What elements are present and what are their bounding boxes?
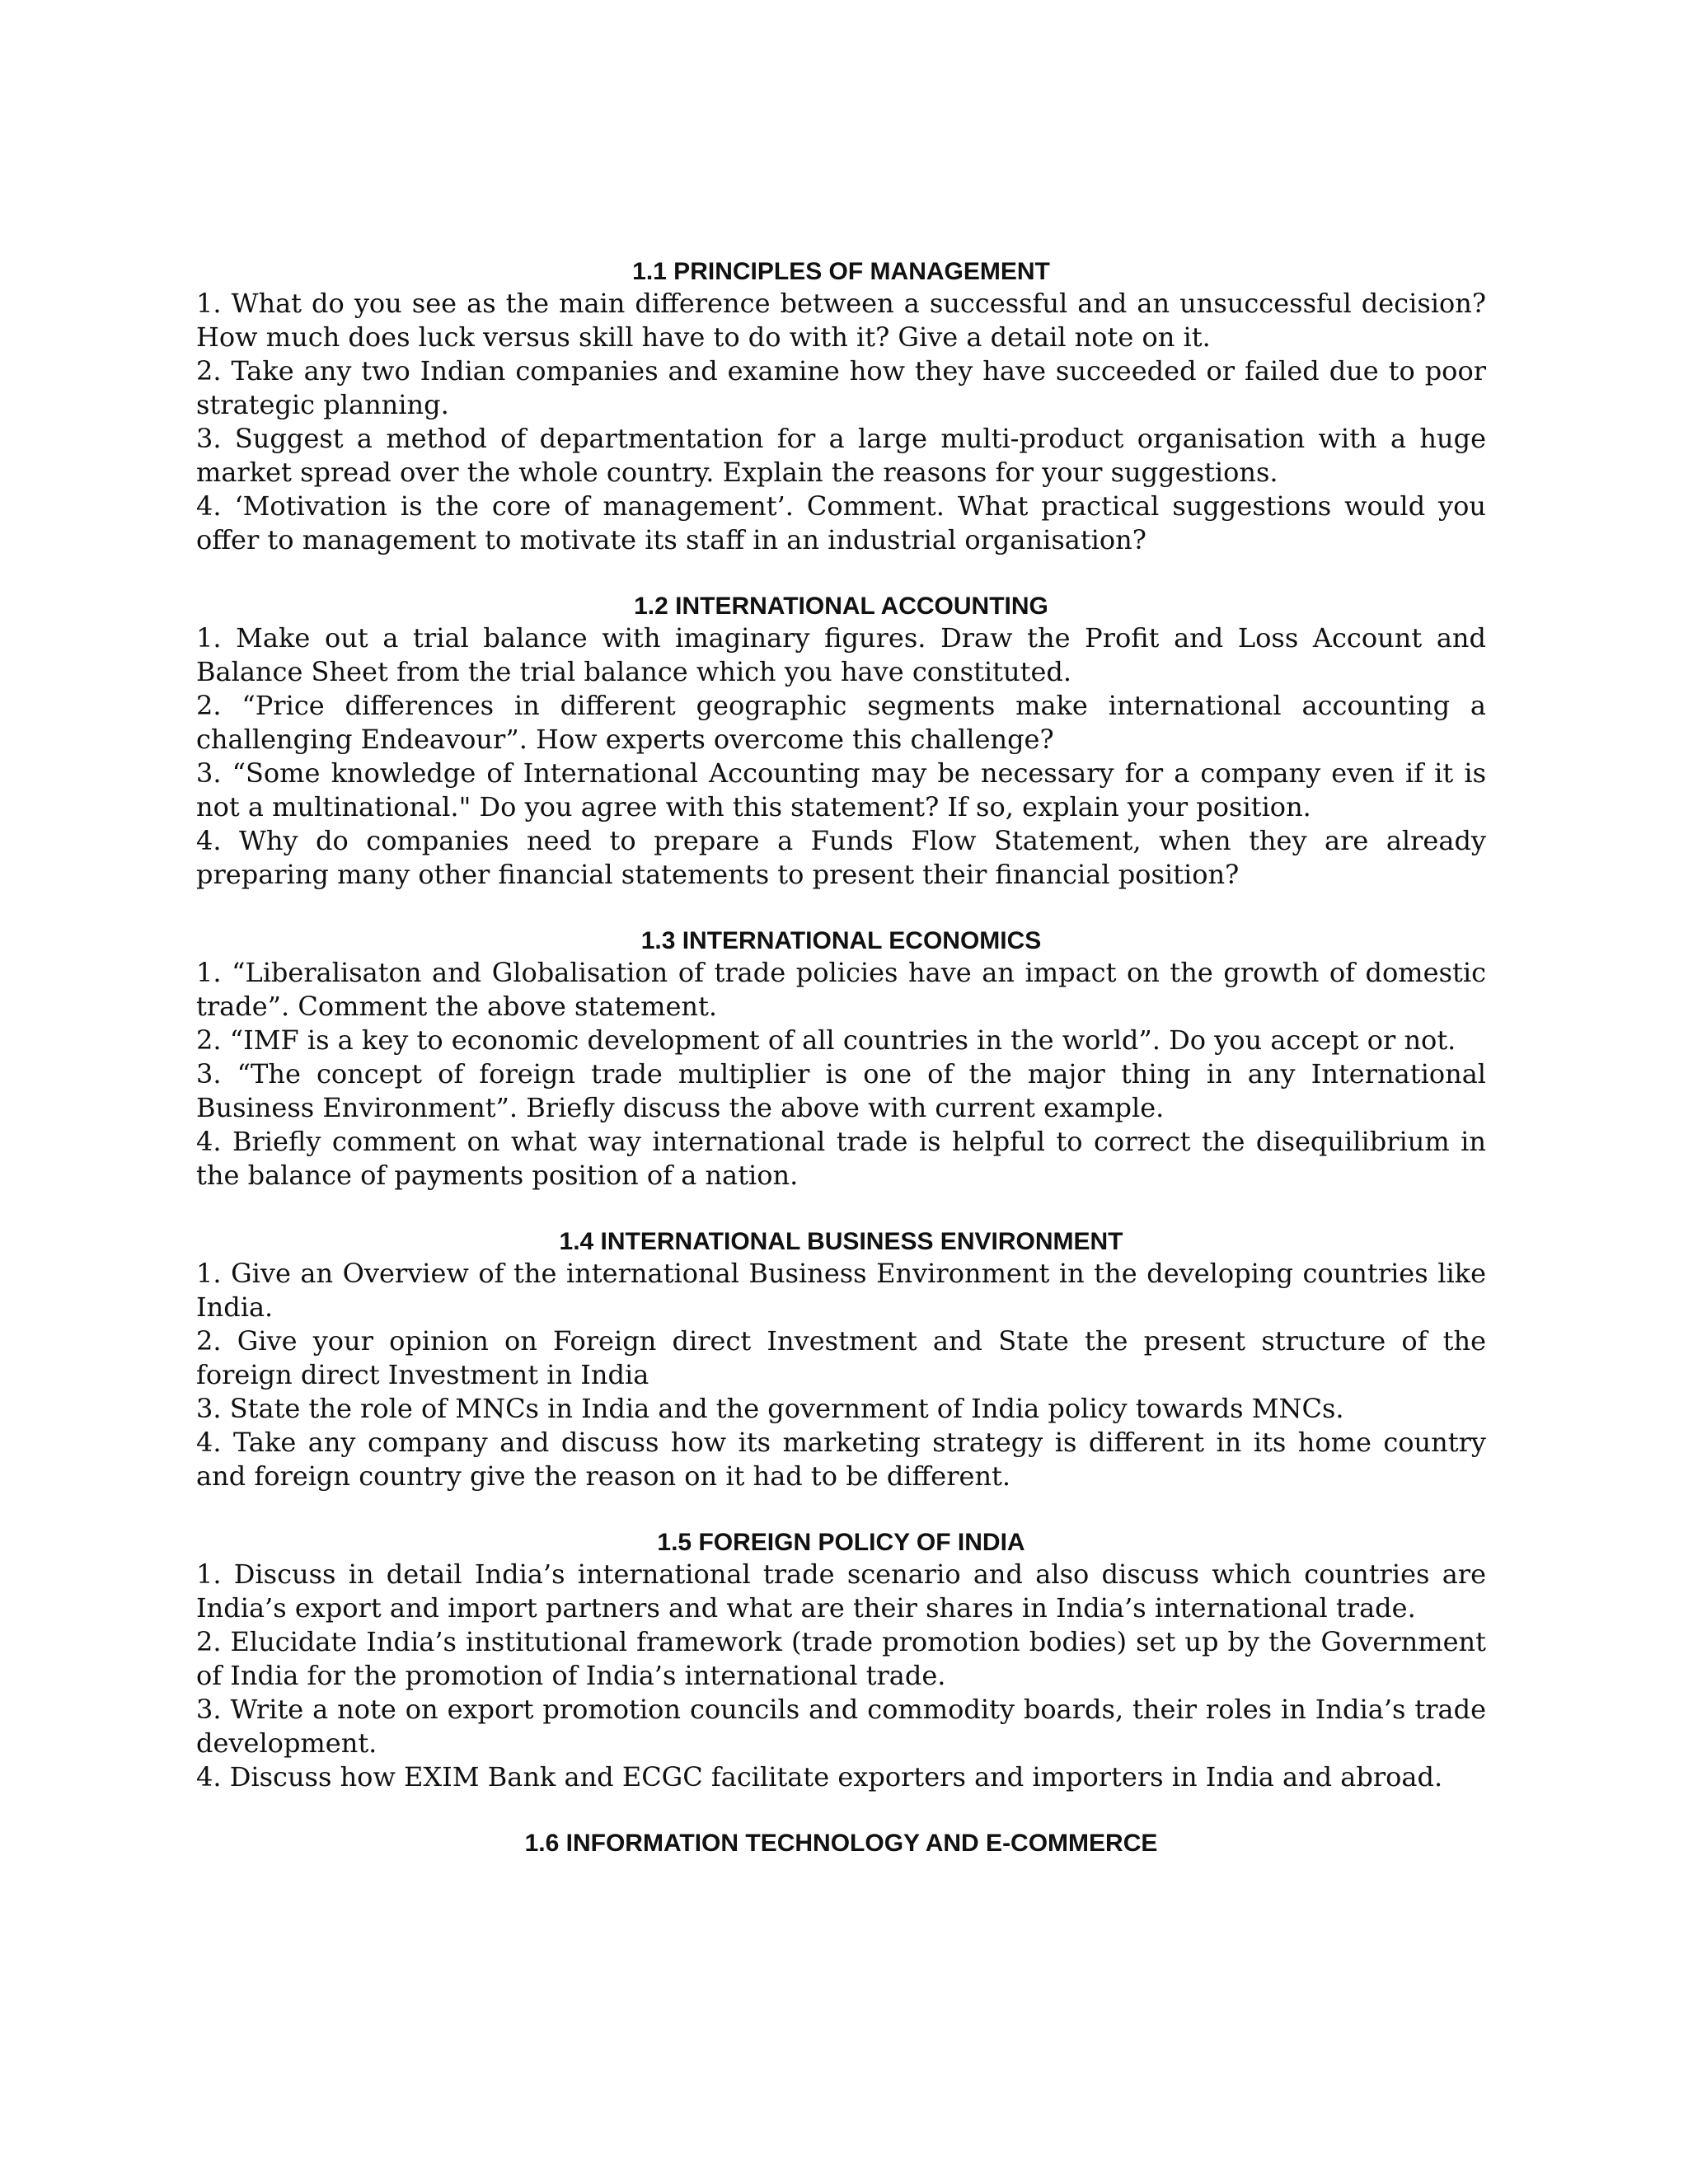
- section-heading: 1.4 INTERNATIONAL BUSINESS ENVIRONMENT: [559, 1228, 1123, 1255]
- question-item: 2. “IMF is a key to economic development of all countries in the world”. Do you accept or not.: [196, 1024, 1456, 1056]
- question-item: 1. Give an Overview of the international Business Environment in the developing countries like India.: [196, 1258, 1486, 1323]
- question-item: 1. “Liberalisaton and Globalisation of trade policies have an impact on the growth of domestic trade”. Comment the above statement.: [196, 957, 1486, 1022]
- question-item: 4. Discuss how EXIM Bank and ECGC facilitate exporters and importers in India and abroad.: [196, 1761, 1443, 1793]
- question-item: 1. Make out a trial balance with imaginary figures. Draw the Profit and Loss Account and Balance Sheet from the trial balance which you have constituted.: [196, 622, 1486, 687]
- question-item: 2. Give your opinion on Foreign direct Investment and State the present structure of the foreign direct Investment in India: [196, 1325, 1486, 1390]
- question-item: 3. “Some knowledge of International Accounting may be necessary for a company even if it is not a multinational." Do you agree with this statement? If so, explain your position.: [196, 757, 1486, 823]
- document-page: [196, 257, 1486, 1858]
- question-item: 4. ‘Motivation is the core of management’. Comment. What practical suggestions would you offer to management to motivate its staff in an industrial organisation?: [196, 490, 1486, 555]
- section-international-accounting: [196, 592, 1486, 892]
- question-item: 4. Take any company and discuss how its marketing strategy is different in its home country and foreign country give the reason on it had to be different.: [196, 1427, 1486, 1492]
- question-item: 2. Take any two Indian companies and examine how they have succeeded or failed due to poor strategic planning.: [196, 355, 1486, 420]
- section-heading: 1.2 INTERNATIONAL ACCOUNTING: [634, 593, 1048, 620]
- question-item: 2. “Price differences in different geographic segments make international accounting a challenging Endeavour”. How experts overcome this challenge?: [196, 690, 1486, 755]
- section-principles-of-management: [196, 257, 1486, 557]
- section-heading: 1.3 INTERNATIONAL ECONOMICS: [640, 927, 1042, 954]
- section-heading: 1.6 INFORMATION TECHNOLOGY AND E-COMMERCE: [524, 1830, 1158, 1857]
- question-item: 3. State the role of MNCs in India and the government of India policy towards MNCs.: [196, 1393, 1344, 1424]
- section-foreign-policy-of-india: [196, 1528, 1486, 1794]
- section-heading: 1.1 PRINCIPLES OF MANAGEMENT: [632, 258, 1050, 285]
- question-item: 3. “The concept of foreign trade multiplier is one of the major thing in any International Business Environment”. Briefly discuss the above with current example.: [196, 1058, 1486, 1123]
- section-heading: 1.5 FOREIGN POLICY OF INDIA: [657, 1529, 1025, 1556]
- question-item: 1. What do you see as the main difference between a successful and an unsuccessful decision? How much does luck versus skill have to do with it? Give a detail note on it.: [196, 288, 1486, 353]
- question-item: 2. Elucidate India’s institutional framework (trade promotion bodies) set up by the Government of India for the promotion of India’s international trade.: [196, 1626, 1486, 1691]
- section-international-business-environment: [196, 1227, 1486, 1493]
- question-item: 3. Write a note on export promotion councils and commodity boards, their roles in India’s trade development.: [196, 1694, 1486, 1759]
- question-item: 1. Discuss in detail India’s international trade scenario and also discuss which countries are India’s export and import partners and what are their shares in India’s international trade.: [196, 1558, 1486, 1624]
- section-information-technology-and-e-commerce: [196, 1829, 1486, 1858]
- question-item: 4. Briefly comment on what way international trade is helpful to correct the disequilibrium in the balance of payments position of a nation.: [196, 1126, 1486, 1191]
- section-international-economics: [196, 926, 1486, 1193]
- question-item: 4. Why do companies need to prepare a Funds Flow Statement, when they are already preparing many other financial statements to present their financial position?: [196, 825, 1486, 890]
- question-item: 3. Suggest a method of departmentation for a large multi-product organisation with a huge market spread over the whole country. Explain the reasons for your suggestions.: [196, 423, 1486, 488]
